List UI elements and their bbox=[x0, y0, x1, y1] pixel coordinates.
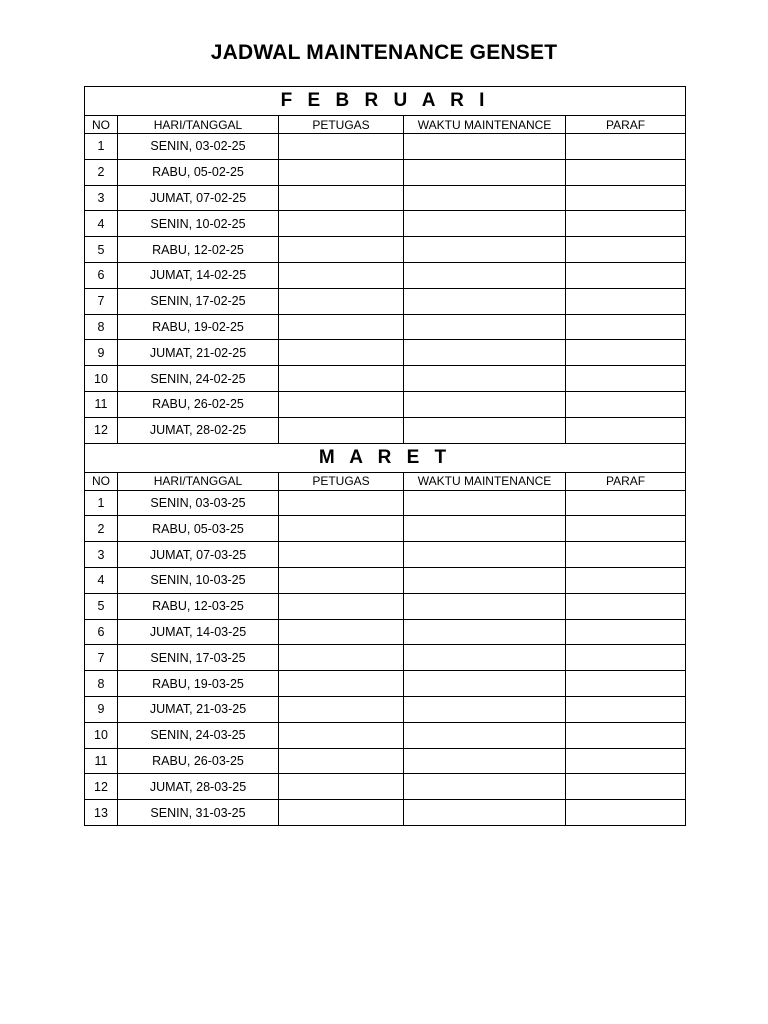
cell-paraf bbox=[566, 237, 686, 263]
cell-no: 4 bbox=[85, 211, 118, 237]
table-row bbox=[85, 567, 686, 593]
cell-waktu bbox=[404, 237, 566, 263]
cell-paraf bbox=[566, 645, 686, 671]
cell-paraf bbox=[566, 748, 686, 774]
cell-petugas bbox=[279, 774, 404, 800]
cell-date: SENIN, 31-03-25 bbox=[118, 800, 279, 826]
cell-paraf bbox=[566, 490, 686, 516]
table-row bbox=[85, 340, 686, 366]
month-header-row bbox=[85, 443, 686, 472]
cell-paraf bbox=[566, 262, 686, 288]
cell-petugas bbox=[279, 722, 404, 748]
cell-waktu bbox=[404, 340, 566, 366]
table-row bbox=[85, 696, 686, 722]
cell-waktu bbox=[404, 391, 566, 417]
cell-no: 9 bbox=[85, 340, 118, 366]
cell-no: 1 bbox=[85, 134, 118, 160]
cell-petugas bbox=[279, 800, 404, 826]
cell-paraf bbox=[566, 185, 686, 211]
cell-waktu bbox=[404, 417, 566, 443]
cell-waktu bbox=[404, 696, 566, 722]
cell-no: 7 bbox=[85, 288, 118, 314]
table-row bbox=[85, 211, 686, 237]
cell-date: RABU, 12-02-25 bbox=[118, 237, 279, 263]
cell-petugas bbox=[279, 366, 404, 392]
cell-date: JUMAT, 07-02-25 bbox=[118, 185, 279, 211]
cell-no: 8 bbox=[85, 314, 118, 340]
cell-waktu bbox=[404, 619, 566, 645]
cell-waktu bbox=[404, 314, 566, 340]
cell-waktu bbox=[404, 774, 566, 800]
page-title: JADWAL MAINTENANCE GENSET bbox=[210, 41, 558, 64]
cell-date: RABU, 26-02-25 bbox=[118, 391, 279, 417]
cell-no: 13 bbox=[85, 800, 118, 826]
cell-date: JUMAT, 07-03-25 bbox=[118, 542, 279, 568]
column-header-row bbox=[85, 116, 686, 134]
header-date: HARI/TANGGAL bbox=[118, 472, 279, 490]
cell-no: 12 bbox=[85, 417, 118, 443]
header-no: NO bbox=[85, 116, 118, 134]
cell-waktu bbox=[404, 134, 566, 160]
cell-petugas bbox=[279, 696, 404, 722]
cell-date: SENIN, 10-03-25 bbox=[118, 567, 279, 593]
column-header-row bbox=[85, 472, 686, 490]
cell-paraf bbox=[566, 619, 686, 645]
header-petugas: PETUGAS bbox=[279, 116, 404, 134]
cell-no: 4 bbox=[85, 567, 118, 593]
cell-no: 8 bbox=[85, 671, 118, 697]
table-row bbox=[85, 645, 686, 671]
cell-waktu bbox=[404, 645, 566, 671]
cell-waktu bbox=[404, 366, 566, 392]
header-waktu: WAKTU MAINTENANCE bbox=[404, 472, 566, 490]
cell-paraf bbox=[566, 696, 686, 722]
table-row bbox=[85, 516, 686, 542]
table-row bbox=[85, 774, 686, 800]
header-waktu: WAKTU MAINTENANCE bbox=[404, 116, 566, 134]
cell-date: RABU, 19-03-25 bbox=[118, 671, 279, 697]
cell-waktu bbox=[404, 211, 566, 237]
cell-no: 3 bbox=[85, 542, 118, 568]
cell-no: 6 bbox=[85, 262, 118, 288]
cell-no: 6 bbox=[85, 619, 118, 645]
cell-date: JUMAT, 21-02-25 bbox=[118, 340, 279, 366]
cell-no: 3 bbox=[85, 185, 118, 211]
cell-waktu bbox=[404, 159, 566, 185]
month-header-row bbox=[85, 87, 686, 116]
cell-petugas bbox=[279, 593, 404, 619]
cell-petugas bbox=[279, 262, 404, 288]
cell-waktu bbox=[404, 262, 566, 288]
cell-date: RABU, 12-03-25 bbox=[118, 593, 279, 619]
cell-waktu bbox=[404, 567, 566, 593]
table-row bbox=[85, 490, 686, 516]
cell-paraf bbox=[566, 391, 686, 417]
cell-petugas bbox=[279, 134, 404, 160]
cell-paraf bbox=[566, 211, 686, 237]
cell-paraf bbox=[566, 593, 686, 619]
cell-waktu bbox=[404, 593, 566, 619]
cell-waktu bbox=[404, 722, 566, 748]
cell-date: SENIN, 10-02-25 bbox=[118, 211, 279, 237]
cell-no: 11 bbox=[85, 748, 118, 774]
cell-paraf bbox=[566, 567, 686, 593]
cell-date: SENIN, 24-03-25 bbox=[118, 722, 279, 748]
cell-no: 7 bbox=[85, 645, 118, 671]
cell-no: 5 bbox=[85, 593, 118, 619]
table-row bbox=[85, 391, 686, 417]
cell-date: SENIN, 17-02-25 bbox=[118, 288, 279, 314]
cell-paraf bbox=[566, 800, 686, 826]
cell-petugas bbox=[279, 237, 404, 263]
cell-petugas bbox=[279, 288, 404, 314]
cell-date: SENIN, 17-03-25 bbox=[118, 645, 279, 671]
cell-paraf bbox=[566, 516, 686, 542]
cell-petugas bbox=[279, 671, 404, 697]
cell-waktu bbox=[404, 516, 566, 542]
table-row bbox=[85, 159, 686, 185]
cell-paraf bbox=[566, 366, 686, 392]
cell-petugas bbox=[279, 619, 404, 645]
header-paraf: PARAF bbox=[566, 472, 686, 490]
cell-no: 10 bbox=[85, 722, 118, 748]
cell-paraf bbox=[566, 671, 686, 697]
cell-date: JUMAT, 14-03-25 bbox=[118, 619, 279, 645]
cell-petugas bbox=[279, 185, 404, 211]
table-row bbox=[85, 671, 686, 697]
table-row bbox=[85, 134, 686, 160]
cell-paraf bbox=[566, 314, 686, 340]
cell-date: JUMAT, 28-03-25 bbox=[118, 774, 279, 800]
header-date: HARI/TANGGAL bbox=[118, 116, 279, 134]
cell-petugas bbox=[279, 211, 404, 237]
cell-paraf bbox=[566, 340, 686, 366]
cell-date: SENIN, 03-03-25 bbox=[118, 490, 279, 516]
cell-no: 2 bbox=[85, 159, 118, 185]
cell-petugas bbox=[279, 314, 404, 340]
cell-paraf bbox=[566, 722, 686, 748]
cell-petugas bbox=[279, 417, 404, 443]
table-row bbox=[85, 314, 686, 340]
cell-date: SENIN, 24-02-25 bbox=[118, 366, 279, 392]
table-row bbox=[85, 619, 686, 645]
cell-waktu bbox=[404, 185, 566, 211]
cell-waktu bbox=[404, 800, 566, 826]
month-title: F E B R U A R I bbox=[85, 87, 686, 116]
cell-petugas bbox=[279, 748, 404, 774]
month-title: M A R E T bbox=[85, 443, 686, 472]
cell-date: JUMAT, 28-02-25 bbox=[118, 417, 279, 443]
cell-petugas bbox=[279, 567, 404, 593]
header-paraf: PARAF bbox=[566, 116, 686, 134]
cell-waktu bbox=[404, 490, 566, 516]
table-row bbox=[85, 800, 686, 826]
cell-waktu bbox=[404, 748, 566, 774]
cell-waktu bbox=[404, 288, 566, 314]
table-row bbox=[85, 542, 686, 568]
table-row bbox=[85, 722, 686, 748]
cell-petugas bbox=[279, 159, 404, 185]
cell-waktu bbox=[404, 542, 566, 568]
schedule-table bbox=[84, 86, 686, 826]
table-row bbox=[85, 593, 686, 619]
table-row bbox=[85, 262, 686, 288]
table-row bbox=[85, 288, 686, 314]
cell-no: 1 bbox=[85, 490, 118, 516]
cell-date: RABU, 19-02-25 bbox=[118, 314, 279, 340]
cell-no: 10 bbox=[85, 366, 118, 392]
cell-date: JUMAT, 14-02-25 bbox=[118, 262, 279, 288]
cell-paraf bbox=[566, 159, 686, 185]
cell-petugas bbox=[279, 542, 404, 568]
table-row bbox=[85, 366, 686, 392]
cell-date: RABU, 05-03-25 bbox=[118, 516, 279, 542]
table-row bbox=[85, 237, 686, 263]
table-row bbox=[85, 748, 686, 774]
cell-no: 5 bbox=[85, 237, 118, 263]
cell-petugas bbox=[279, 391, 404, 417]
cell-no: 2 bbox=[85, 516, 118, 542]
cell-no: 12 bbox=[85, 774, 118, 800]
header-no: NO bbox=[85, 472, 118, 490]
cell-petugas bbox=[279, 645, 404, 671]
cell-date: JUMAT, 21-03-25 bbox=[118, 696, 279, 722]
header-petugas: PETUGAS bbox=[279, 472, 404, 490]
cell-date: RABU, 05-02-25 bbox=[118, 159, 279, 185]
cell-date: SENIN, 03-02-25 bbox=[118, 134, 279, 160]
cell-petugas bbox=[279, 490, 404, 516]
table-row bbox=[85, 185, 686, 211]
cell-paraf bbox=[566, 288, 686, 314]
cell-no: 11 bbox=[85, 391, 118, 417]
cell-date: RABU, 26-03-25 bbox=[118, 748, 279, 774]
cell-paraf bbox=[566, 417, 686, 443]
cell-paraf bbox=[566, 774, 686, 800]
cell-paraf bbox=[566, 134, 686, 160]
table-row bbox=[85, 417, 686, 443]
cell-petugas bbox=[279, 516, 404, 542]
cell-paraf bbox=[566, 542, 686, 568]
cell-waktu bbox=[404, 671, 566, 697]
cell-petugas bbox=[279, 340, 404, 366]
cell-no: 9 bbox=[85, 696, 118, 722]
